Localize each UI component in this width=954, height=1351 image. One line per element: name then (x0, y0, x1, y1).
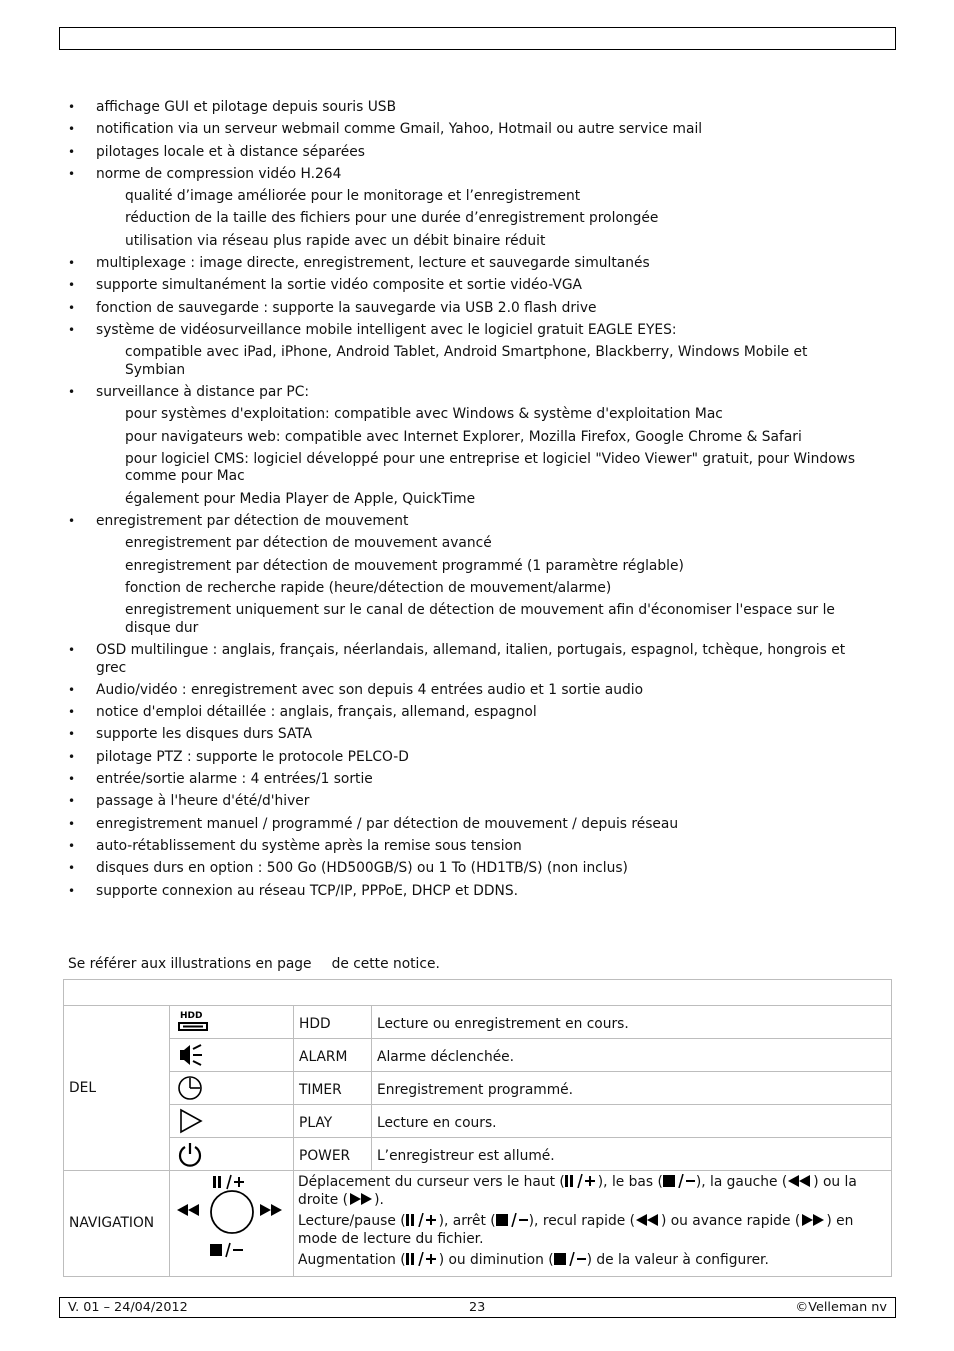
fast-forward-icon (800, 1213, 826, 1227)
feature-subitem: enregistrement par détection de mouvement avancé (125, 535, 492, 552)
table-row (64, 1072, 892, 1105)
led-name: ALARM (294, 1039, 372, 1072)
feature-item: • supporte simultanément la sortie vidéo composite et sortie vidéo-VGA (68, 277, 868, 295)
reference-text-end: de cette notice. (331, 956, 440, 972)
play-icon (170, 1105, 294, 1138)
rewind-icon (787, 1174, 813, 1188)
feature-item: • passage à l'heure d'été/d'hiver (68, 793, 868, 811)
led-name: TIMER (294, 1072, 372, 1105)
feature-item: • notice d'emploi détaillée : anglais, français, allemand, espagnol (68, 704, 868, 722)
feature-item: • supporte connexion au réseau TCP/IP, PPPoE, DHCP et DDNS. (68, 883, 868, 901)
feature-item: • pilotage PTZ : supporte le protocole PELCO-D (68, 749, 868, 767)
feature-list (68, 99, 868, 905)
feature-subitem: également pour Media Player de Apple, QuickTime (125, 490, 476, 507)
feature-subitem: pour navigateurs web: compatible avec Internet Explorer, Mozilla Firefox, Google Chrome & Safari (125, 428, 802, 445)
nav-desc-line-3: Augmentation ( ) ou diminution ( ) de la valeur à configurer. (298, 1252, 769, 1268)
feature-item: • affichage GUI et pilotage depuis souris USB (68, 99, 868, 117)
led-name: POWER (294, 1138, 372, 1171)
nav-desc-line-1: Déplacement du curseur vers le haut ( ), le bas ( ), la gauche ( ) ou la droite ( ). (298, 1174, 857, 1208)
timer-icon (170, 1072, 294, 1105)
reference-text: Se référer aux illustrations en page (68, 956, 312, 972)
navigation-description (294, 1171, 892, 1277)
alarm-icon (170, 1039, 294, 1072)
feature-item: • disques durs en option : 500 Go (HD500GB/S) ou 1 To (HD1TB/S) (non inclus) (68, 860, 868, 878)
feature-item: • auto-rétablissement du système après la remise sous tension (68, 838, 868, 856)
feature-subitem: utilisation via réseau plus rapide avec un débit binaire réduit (125, 232, 546, 249)
pause-plus-icon (406, 1213, 439, 1227)
footer-page-number: 23 (469, 1300, 486, 1315)
table-row (64, 1006, 892, 1039)
feature-item: • enregistrement par détection de mouvement (68, 513, 868, 531)
feature-item: • OSD multilingue : anglais, français, néerlandais, allemand, italien, portugais, espagnol, tchèque, hongrois et grec (68, 642, 868, 677)
feature-subitem: pour systèmes d'exploitation: compatible avec Windows & système d'exploitation Mac (125, 406, 723, 423)
feature-item: • Audio/vidéo : enregistrement avec son depuis 4 entrées audio et 1 sortie audio (68, 682, 868, 700)
feature-item: • système de vidéosurveillance mobile intelligent avec le logiciel gratuit EAGLE EYES: (68, 322, 868, 340)
footer-copyright: ©Velleman nv (795, 1300, 887, 1315)
power-icon (170, 1138, 294, 1171)
table-row (64, 1171, 892, 1277)
feature-subitem: fonction de recherche rapide (heure/détection de mouvement/alarme) (125, 579, 612, 596)
fast-forward-icon (348, 1192, 374, 1206)
hdd-icon (170, 1006, 294, 1039)
table-row (64, 1039, 892, 1072)
rewind-icon (635, 1213, 661, 1227)
led-description: L’enregistreur est allumé. (372, 1138, 892, 1171)
led-name: HDD (294, 1006, 372, 1039)
led-description: Enregistrement programmé. (372, 1072, 892, 1105)
feature-item: • pilotages locale et à distance séparées (68, 144, 868, 162)
navigation-pad-icon (170, 1171, 294, 1277)
feature-item: • norme de compression vidéo H.264 (68, 166, 868, 184)
pause-plus-icon (565, 1174, 598, 1188)
table-row (64, 1105, 892, 1138)
led-description: Lecture ou enregistrement en cours. (372, 1006, 892, 1039)
del-label: DEL (64, 1006, 170, 1171)
pause-plus-icon (406, 1252, 439, 1266)
stop-minus-icon (554, 1252, 587, 1266)
footer (59, 1297, 896, 1318)
feature-item: • surveillance à distance par PC: (68, 384, 868, 402)
feature-item: • entrée/sortie alarme : 4 entrées/1 sortie (68, 771, 868, 789)
footer-version: V. 01 – 24/04/2012 (68, 1300, 188, 1315)
feature-subitem: pour logiciel CMS: logiciel développé pour une entreprise et logiciel "Video Viewer" gratuit, pour Windows comme pour Mac (125, 450, 856, 485)
feature-subitem: qualité d’image améliorée pour le monitorage et l’enregistrement (125, 188, 581, 205)
reference-line (68, 956, 440, 972)
feature-subitem: compatible avec iPad, iPhone, Android Tablet, Android Smartphone, Blackberry, Windows Mobile et Symbian (125, 344, 808, 378)
led-description: Alarme déclenchée. (372, 1039, 892, 1072)
stop-minus-icon (663, 1174, 696, 1188)
stop-minus-icon (496, 1213, 529, 1227)
header-box (59, 27, 896, 50)
feature-item: • fonction de sauvegarde : supporte la sauvegarde via USB 2.0 flash drive (68, 300, 868, 318)
feature-subitem: enregistrement par détection de mouvement programmé (1 paramètre réglable) (125, 557, 684, 574)
feature-item: • enregistrement manuel / programmé / par détection de mouvement / depuis réseau (68, 816, 868, 834)
led-description: Lecture en cours. (372, 1105, 892, 1138)
feature-item: • multiplexage : image directe, enregistrement, lecture et sauvegarde simultanés (68, 255, 868, 273)
svg-text:HDD: HDD (180, 1011, 203, 1021)
feature-subitem: réduction de la taille des fichiers pour une durée d’enregistrement prolongée (125, 210, 659, 227)
led-navigation-table (63, 979, 892, 1277)
feature-item: • notification via un serveur webmail comme Gmail, Yahoo, Hotmail ou autre service mail (68, 121, 868, 139)
nav-desc-line-2: Lecture/pause ( ), arrêt ( ), recul rapide ( ) ou avance rapide ( ) en mode de lecture du fichier. (298, 1213, 854, 1247)
led-name: PLAY (294, 1105, 372, 1138)
navigation-label: NAVIGATION (64, 1171, 170, 1277)
table-row (64, 1138, 892, 1171)
table-header-row (64, 980, 892, 1006)
feature-subitem: enregistrement uniquement sur le canal de détection de mouvement afin d'économiser l'espace sur le disque dur (125, 602, 835, 636)
feature-item: • supporte les disques durs SATA (68, 726, 868, 744)
